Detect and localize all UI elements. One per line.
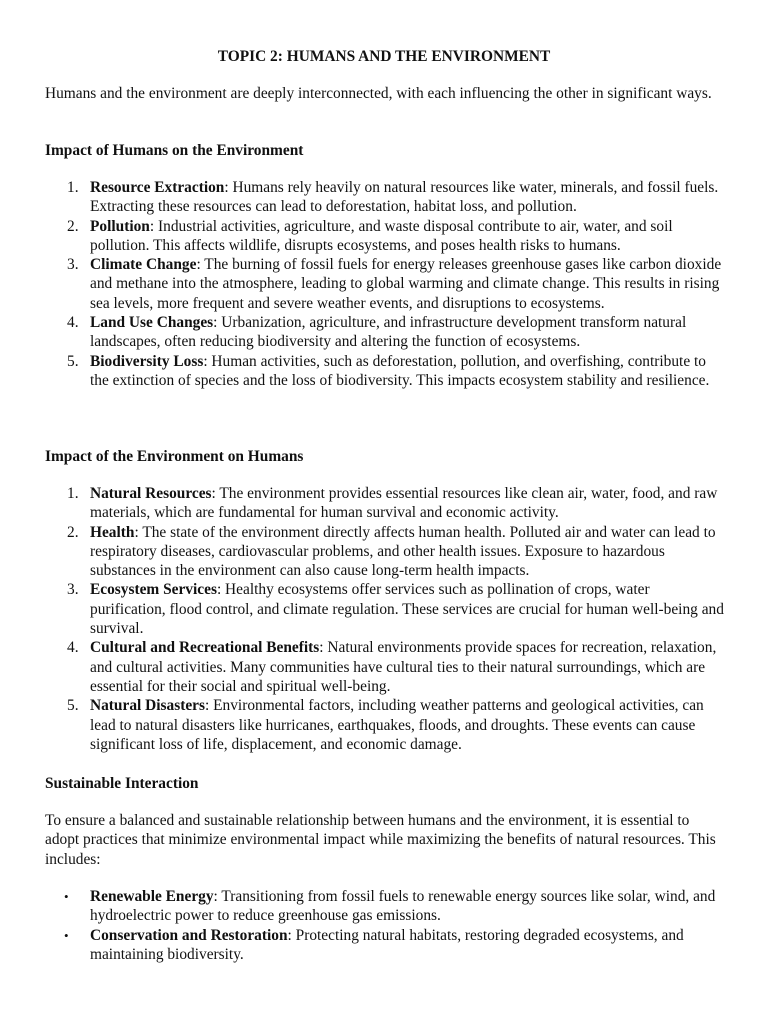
list-item xyxy=(45,178,724,217)
page-title: TOPIC 2: HUMANS AND THE ENVIRONMENT xyxy=(217,48,551,65)
list-number: 5. xyxy=(67,697,79,715)
list-item-text: : Natural environments provide spaces for recreation, relaxation, and cultural activities. Many communities have cultural ties to their natural surroundings, which are essential for their social and spiritual well-being. xyxy=(90,639,717,695)
list-item xyxy=(45,926,724,965)
list-item-term: Resource Extraction xyxy=(90,179,225,196)
list-item-text: : The environment provides essential resources like clean air, water, food, and raw materials, which are fundamental for human survival and economic activity. xyxy=(90,485,718,522)
bullet-icon: • xyxy=(64,927,69,943)
list-item-text: : Human activities, such as deforestation, pollution, and overfishing, contribute to the extinction of species and the loss of biodiversity. This impacts ecosystem stability and resilience. xyxy=(90,352,710,389)
list-item xyxy=(45,580,724,638)
list-item-text: : Humans rely heavily on natural resources like water, minerals, and fossil fuels. Extracting these resources can lead to deforestation, habitat loss, and pollution. xyxy=(90,179,719,216)
section-heading-environment-impact: Impact of the Environment on Humans xyxy=(45,448,304,465)
list-number: 2. xyxy=(67,217,79,235)
list-item-term: Climate Change xyxy=(90,256,197,274)
list-item-term: Renewable Energy xyxy=(90,888,214,905)
section-heading-humans-impact: Impact of Humans on the Environment xyxy=(45,142,304,159)
list-number: 2. xyxy=(67,523,79,541)
list-item xyxy=(45,696,724,754)
list-item-term: Cultural and Recreational Benefits xyxy=(90,639,320,657)
humans-impact-list xyxy=(45,178,724,390)
list-number: 4. xyxy=(67,639,79,657)
list-item-text: : Industrial activities, agriculture, and waste disposal contribute to air, water, and soil pollution. This affects wildlife, disrupts ecosystems, and poses health risks to humans. xyxy=(90,217,673,254)
list-item-term: Health xyxy=(90,523,135,541)
list-item-term: Land Use Changes xyxy=(90,314,214,332)
sustainable-paragraph: To ensure a balanced and sustainable relationship between humans and the environment, it is essential to adopt practices that minimize environmental impact while maximizing the benefits of natural resources. This includes: xyxy=(45,812,716,868)
list-item-term: Pollution xyxy=(90,217,150,235)
list-item-term: Conservation and Restoration xyxy=(90,926,288,944)
list-item xyxy=(45,484,724,523)
environment-impact-list xyxy=(45,484,724,754)
list-number: 3. xyxy=(67,256,79,274)
list-item-text: : The burning of fossil fuels for energy releases greenhouse gases like carbon dioxide and methane into the atmosphere, leading to global warming and climate change. This results in rising sea levels, more frequent and severe weather events, and disruptions to ecosystems. xyxy=(90,256,722,312)
intro-paragraph: Humans and the environment are deeply interconnected, with each influencing the other in significant ways. xyxy=(45,85,712,102)
list-item-text: : Healthy ecosystems offer services such as pollination of crops, water purification, flood control, and climate regulation. These services are crucial for human well-being and survival. xyxy=(90,581,724,638)
list-number: 4. xyxy=(67,314,79,332)
list-number: 5. xyxy=(67,352,79,370)
list-item-text: : Protecting natural habitats, restoring degraded ecosystems, and maintaining biodiversity. xyxy=(90,926,684,963)
list-item-term: Ecosystem Services xyxy=(90,581,217,599)
list-item xyxy=(45,638,724,696)
list-item xyxy=(45,523,724,581)
list-item xyxy=(45,887,724,926)
list-item-term: Natural Disasters xyxy=(90,697,205,715)
sustainable-practices-list xyxy=(45,887,724,964)
list-item-text: : Urbanization, agriculture, and infrastructure development transform natural landscapes, often reducing biodiversity and altering the function of ecosystems. xyxy=(90,314,687,351)
list-number: 1. xyxy=(67,485,79,502)
list-item-text: : Environmental factors, including weather patterns and geological activities, can lead to natural disasters like hurricanes, earthquakes, floods, and droughts. These events can cause significant loss of life, displacement, and economic damage. xyxy=(90,697,704,753)
section-heading-sustainable-interaction: Sustainable Interaction xyxy=(45,775,199,792)
list-item-term: Natural Resources xyxy=(90,485,212,502)
list-item-text: : Transitioning from fossil fuels to renewable energy sources like solar, wind, and hydroelectric power to reduce greenhouse gas emissions. xyxy=(90,888,716,925)
bullet-icon: • xyxy=(64,889,69,904)
list-item-term: Biodiversity Loss xyxy=(90,352,204,370)
list-item xyxy=(45,313,724,352)
list-item xyxy=(45,217,724,256)
list-number: 3. xyxy=(67,581,79,599)
list-item xyxy=(45,352,724,391)
list-number: 1. xyxy=(67,179,79,196)
list-item xyxy=(45,255,724,313)
list-item-text: : The state of the environment directly affects human health. Polluted air and water can lead to respiratory diseases, cardiovascular problems, and other health issues. Exposure to hazardous substances in the environment can also cause long-term health impacts. xyxy=(90,523,716,580)
